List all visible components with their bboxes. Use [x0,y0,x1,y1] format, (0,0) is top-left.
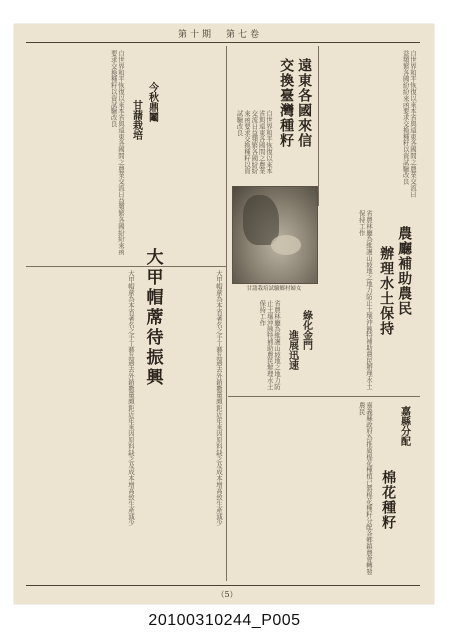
article-headline: 大甲帽蓆待振興 [142,248,163,388]
article-headline: 今秋鼎鬮 [146,82,158,122]
article-body: 大甲帽蓆為本省著名之手工藝品過去外銷數量頗鉅近年來因原料缺乏及成本增高致生產減少 [215,270,223,526]
article-body: 自世界和平恢復以來本省與遠東各國間之農業交流日益頻繁各國紛紛來函要求交換種籽以資試驗改良 [235,110,273,174]
page-header: 第十期 第七卷 [177,30,262,40]
article-body: 嘉義縣政府為推廣棉花種植已將棉花種籽分配各鄉鎮農會轉發農民 [357,402,373,575]
photo-caption: 甘藷栽培試驗鄉村婦女 [246,286,302,292]
article-headline: 嘉縣分配 [398,406,410,446]
footer-rule [26,585,420,586]
image-id-label: 20100310244_P005 [148,612,301,629]
article-headline: 辦理水土保持 [378,246,395,336]
article-body: 省農林廳為維護山坡地之地力防止土壤沖蝕特補助農民辦理水土保持工作 [258,300,281,390]
column-divider [226,46,227,581]
article-headline: 農廳補助農民 [396,226,413,316]
header-rule [26,42,420,43]
article-headline: 綠化金門 [300,310,312,350]
article-body: 大甲帽蓆為本省著名之手工藝品過去外銷數量頗鉅近年來因原料缺乏及成本增高致生產減少 [127,270,135,526]
row-divider [26,266,226,267]
article-body [160,50,222,260]
column-divider [318,46,319,206]
article-body: 省農林廳為維護山坡地之地力防止土壤沖蝕特補助農民辦理水土保持工作 [357,210,373,390]
row-divider [228,396,420,397]
article-body: 自世界和平恢復以來本省與遠東各國間之農業交流日益頻繁各國紛紛來函要求交換種籽以資試驗改良 [401,50,417,198]
page-number: （5） [216,590,238,599]
article-headline: 遠東各國來信 [296,58,313,148]
article-headline: 交換臺灣種籽 [278,58,295,148]
article-subheadline: 甘藷栽培 [130,100,142,140]
article-subheadline: 進展迅速 [286,330,298,370]
article-photo [232,186,318,284]
article-subheadline: 棉花種籽 [380,470,397,530]
article-body: 自世界和平恢復以來本省與遠東各國間之農業交流日益頻繁各國紛紛來函要求交換種籽以資試驗改良 [109,50,125,255]
